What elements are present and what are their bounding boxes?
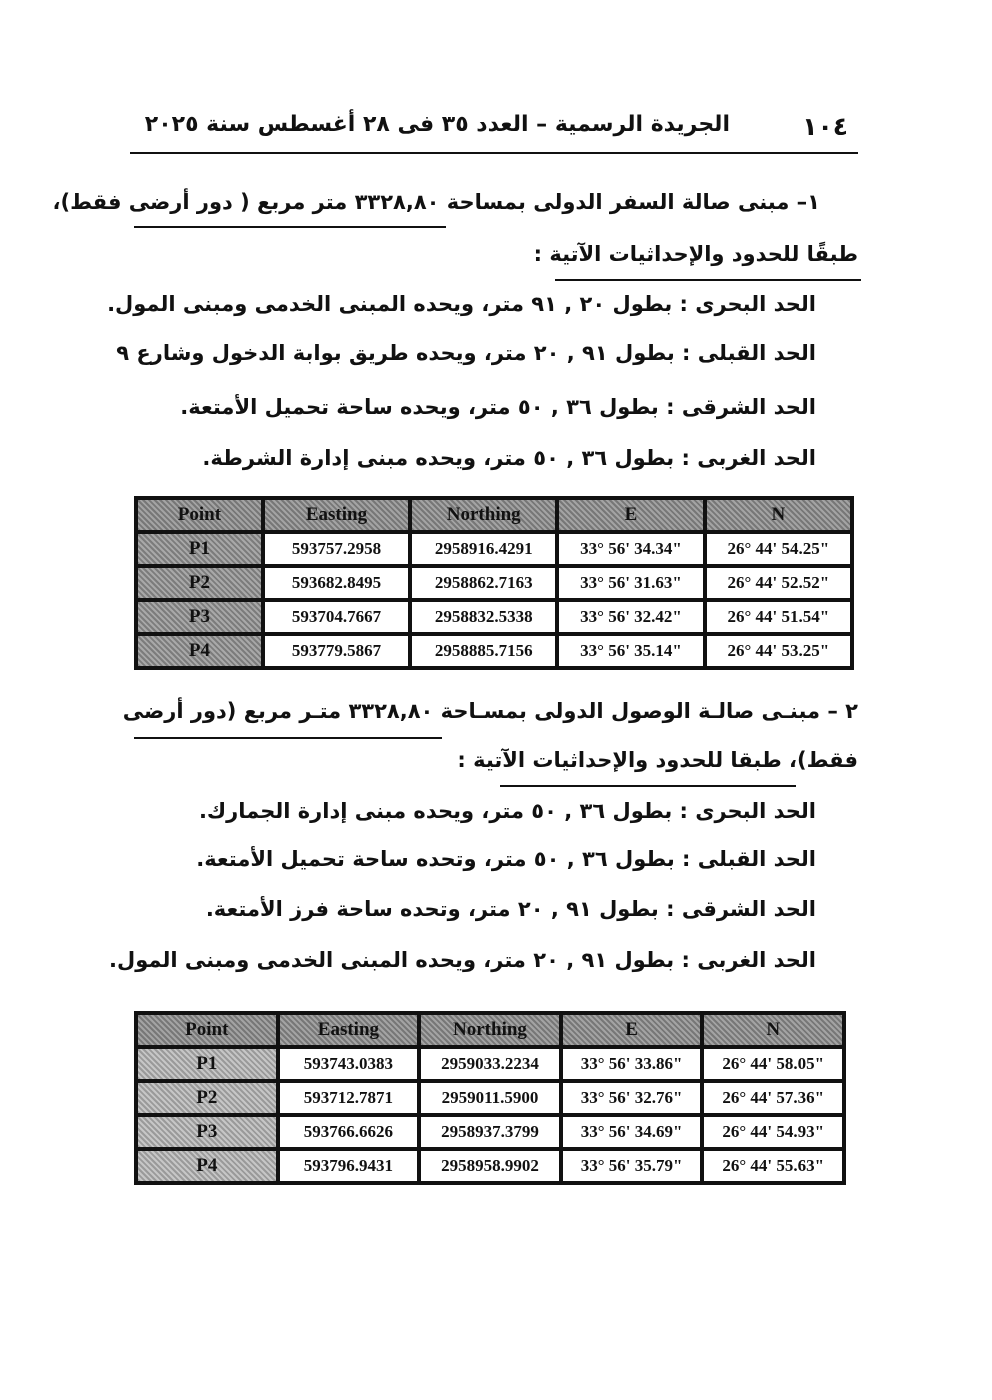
table-row bbox=[138, 1151, 842, 1181]
e-cell: 33° 56' 31.63" bbox=[559, 568, 702, 598]
table-row bbox=[138, 1049, 842, 1079]
page-number: ١٠٤ bbox=[802, 112, 848, 141]
easting-cell: 593766.6626 bbox=[280, 1117, 418, 1147]
section-2-title-underline bbox=[134, 737, 442, 739]
e-cell: 33° 56' 32.76" bbox=[563, 1083, 701, 1113]
section-2-coordinates-table bbox=[134, 1011, 846, 1185]
table-header-row bbox=[138, 500, 850, 530]
section-1-boundary-east: الحد الشرقى : بطول ٣٦ , ٥٠ متر، ويحده ساحة تحميل الأمتعة. bbox=[180, 395, 816, 419]
section-1-boundary-west: الحد الغربى : بطول ٣٦ , ٥٠ متر، ويحده مبنى إدارة الشرطة. bbox=[202, 446, 816, 470]
point-cell: P3 bbox=[138, 1117, 276, 1147]
point-cell: P1 bbox=[138, 1049, 276, 1079]
section-2-title-line-1: ٢ – مبنـى صالـة الوصول الدولى بمسـاحة ٣٣٢٨,٨٠ متـر مربع (دور أرضى bbox=[122, 699, 858, 723]
easting-cell: 593682.8495 bbox=[265, 568, 408, 598]
table-row bbox=[138, 534, 850, 564]
e-cell: 33° 56' 32.42" bbox=[559, 602, 702, 632]
section-1-title-line-1: ١– مبنى صالة السفر الدولى بمساحة ٣٣٢٨,٨٠ متر مربع ( دور أرضى فقط)، bbox=[52, 190, 820, 214]
e-cell: 33° 56' 33.86" bbox=[563, 1049, 701, 1079]
column-header-easting: Easting bbox=[265, 500, 408, 530]
column-header-n: N bbox=[704, 1015, 842, 1045]
section-1-title-line-2: طبقًا للحدود والإحداثيات الآتية : bbox=[533, 242, 858, 266]
section-1-subtitle-underline bbox=[555, 279, 861, 281]
column-header-easting: Easting bbox=[280, 1015, 418, 1045]
column-header-e: E bbox=[559, 500, 702, 530]
table-row bbox=[138, 636, 850, 666]
section-1-coordinates-table bbox=[134, 496, 854, 670]
northing-cell: 2958958.9902 bbox=[421, 1151, 559, 1181]
easting-cell: 593704.7667 bbox=[265, 602, 408, 632]
point-cell: P1 bbox=[138, 534, 261, 564]
n-cell: 26° 44' 54.93" bbox=[704, 1117, 842, 1147]
easting-cell: 593796.9431 bbox=[280, 1151, 418, 1181]
n-cell: 26° 44' 57.36" bbox=[704, 1083, 842, 1113]
n-cell: 26° 44' 52.52" bbox=[707, 568, 850, 598]
column-header-point: Point bbox=[138, 1015, 276, 1045]
section-2-boundary-north: الحد البحرى : بطول ٣٦ , ٥٠ متر، ويحده مبنى إدارة الجمارك. bbox=[198, 799, 816, 823]
n-cell: 26° 44' 53.25" bbox=[707, 636, 850, 666]
e-cell: 33° 56' 35.79" bbox=[563, 1151, 701, 1181]
section-1-boundary-north: الحد البحرى : بطول ٢٠ , ٩١ متر، ويحده المبنى الخدمى ومبنى المول. bbox=[107, 292, 816, 316]
northing-cell: 2959033.2234 bbox=[421, 1049, 559, 1079]
table-row bbox=[138, 1117, 842, 1147]
easting-cell: 593712.7871 bbox=[280, 1083, 418, 1113]
northing-cell: 2958937.3799 bbox=[421, 1117, 559, 1147]
section-2-subtitle-underline bbox=[500, 785, 796, 787]
northing-cell: 2958862.7163 bbox=[412, 568, 555, 598]
e-cell: 33° 56' 34.69" bbox=[563, 1117, 701, 1147]
northing-cell: 2958885.7156 bbox=[412, 636, 555, 666]
point-cell: P2 bbox=[138, 568, 261, 598]
e-cell: 33° 56' 35.14" bbox=[559, 636, 702, 666]
point-cell: P4 bbox=[138, 636, 261, 666]
n-cell: 26° 44' 58.05" bbox=[704, 1049, 842, 1079]
column-header-northing: Northing bbox=[412, 500, 555, 530]
easting-cell: 593743.0383 bbox=[280, 1049, 418, 1079]
section-2-boundary-east: الحد الشرقى : بطول ٩١ , ٢٠ متر، وتحده ساحة فرز الأمتعة. bbox=[205, 897, 816, 921]
column-header-point: Point bbox=[138, 500, 261, 530]
column-header-e: E bbox=[563, 1015, 701, 1045]
table-header-row bbox=[138, 1015, 842, 1045]
section-2-boundary-south: الحد القبلى : بطول ٣٦ , ٥٠ متر، وتحده ساحة تحميل الأمتعة. bbox=[196, 847, 816, 871]
table-row bbox=[138, 568, 850, 598]
table-row bbox=[138, 602, 850, 632]
section-2-title-line-2: فقط)، طبقا للحدود والإحداثيات الآتية : bbox=[457, 748, 858, 772]
running-head: الجريدة الرسمية – العدد ٣٥ فى ٢٨ أغسطس سنة ٢٠٢٥ bbox=[144, 112, 730, 137]
n-cell: 26° 44' 51.54" bbox=[707, 602, 850, 632]
section-2-boundary-west: الحد الغربى : بطول ٩١ , ٢٠ متر، ويحده المبنى الخدمى ومبنى المول. bbox=[109, 948, 816, 972]
easting-cell: 593757.2958 bbox=[265, 534, 408, 564]
n-cell: 26° 44' 55.63" bbox=[704, 1151, 842, 1181]
n-cell: 26° 44' 54.25" bbox=[707, 534, 850, 564]
point-cell: P2 bbox=[138, 1083, 276, 1113]
header-rule bbox=[130, 152, 858, 154]
column-header-n: N bbox=[707, 500, 850, 530]
section-1-boundary-south: الحد القبلى : بطول ٩١ , ٢٠ متر، ويحده طريق بوابة الدخول وشارع ٩ bbox=[116, 341, 816, 365]
section-1-title-underline bbox=[134, 226, 446, 228]
e-cell: 33° 56' 34.34" bbox=[559, 534, 702, 564]
northing-cell: 2958916.4291 bbox=[412, 534, 555, 564]
northing-cell: 2958832.5338 bbox=[412, 602, 555, 632]
column-header-northing: Northing bbox=[421, 1015, 559, 1045]
northing-cell: 2959011.5900 bbox=[421, 1083, 559, 1113]
table-row bbox=[138, 1083, 842, 1113]
point-cell: P4 bbox=[138, 1151, 276, 1181]
point-cell: P3 bbox=[138, 602, 261, 632]
page-header bbox=[130, 112, 858, 152]
easting-cell: 593779.5867 bbox=[265, 636, 408, 666]
